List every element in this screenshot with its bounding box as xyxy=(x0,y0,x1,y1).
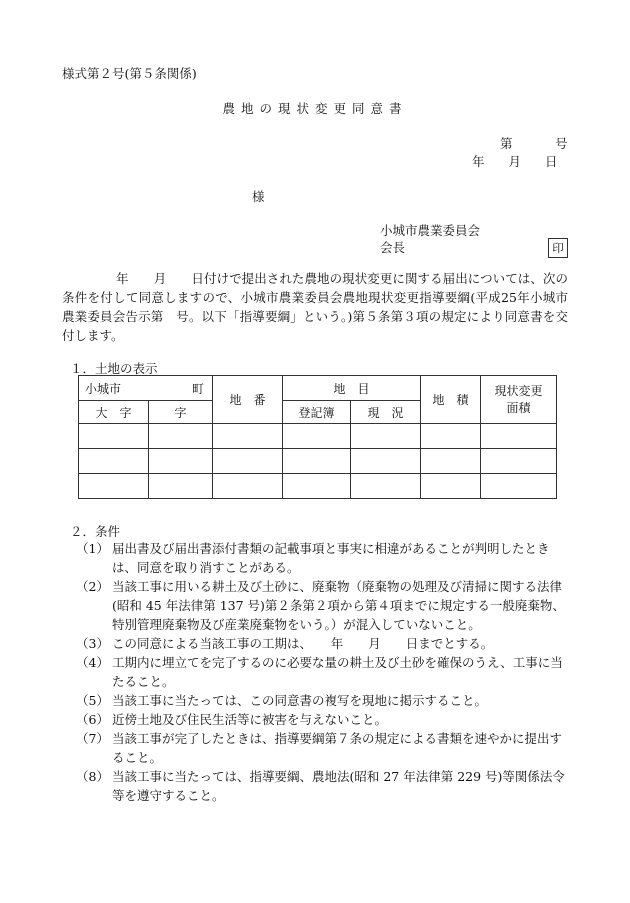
condition-number: （3） xyxy=(76,636,109,651)
condition-text: 当該工事に当たっては、この同意書の複写を現地に掲示すること。 xyxy=(112,693,488,708)
aza-header: 字 xyxy=(149,401,213,424)
condition-number: （8） xyxy=(76,769,109,784)
table-cell xyxy=(351,449,421,474)
town-label: 町 xyxy=(191,381,204,396)
list-item xyxy=(76,710,570,729)
changed-area-label: 現状変更面積 xyxy=(494,383,543,415)
land-table xyxy=(78,375,557,499)
table-cell xyxy=(421,424,481,449)
oaza-header: 大 字 xyxy=(79,401,149,424)
table-row xyxy=(79,424,557,449)
list-item xyxy=(76,653,570,691)
document-number-suffix: 号 xyxy=(555,136,568,151)
issue-date-line: 年 月 日 xyxy=(472,154,558,169)
list-item xyxy=(76,577,570,634)
table-cell xyxy=(213,474,283,499)
current-state-header: 現 況 xyxy=(351,401,421,424)
table-cell xyxy=(149,474,213,499)
lot-number-header: 地 番 xyxy=(213,376,283,424)
city-label: 小城市 xyxy=(85,381,122,396)
condition-text: 工期内に埋立てを完了するのに必要な量の耕土及び土砂を確保のうえ、工事に当たること。 xyxy=(112,655,563,689)
condition-text: 届出書及び届出書添付書類の記載事項と事実に相違があることが判明したときは、同意を取り消すことがある。 xyxy=(112,541,550,575)
table-cell xyxy=(79,449,149,474)
area-header: 地 積 xyxy=(421,376,481,424)
table-cell xyxy=(351,424,421,449)
land-section-title: １．土地の表示 xyxy=(70,361,158,376)
conditions-title: ２．条件 xyxy=(70,524,121,539)
table-cell xyxy=(283,424,351,449)
table-cell xyxy=(421,449,481,474)
table-cell xyxy=(481,474,557,499)
table-cell xyxy=(79,424,149,449)
condition-number: （5） xyxy=(76,693,109,708)
table-cell xyxy=(481,449,557,474)
seal-mark: 印 xyxy=(548,238,568,258)
condition-number: （2） xyxy=(76,579,109,594)
issuer-organization: 小城市農業委員会 xyxy=(380,223,481,238)
table-cell xyxy=(283,474,351,499)
registry-header: 登記簿 xyxy=(283,401,351,424)
consent-body-text: 年 月 日付けで提出された農地の現状変更に関する届出については、次の条件を付して同意しますので、小城市農業委員会農地現状変更指導要綱(平成25年小城市農業委員会告示第 号。以下「指導要綱」という。)第５条第３項の規定により同意書を交付します。 xyxy=(62,271,568,343)
list-item xyxy=(76,634,570,653)
table-row xyxy=(79,474,557,499)
table-cell xyxy=(481,424,557,449)
table-cell xyxy=(213,449,283,474)
table-cell xyxy=(351,474,421,499)
location-header-cell xyxy=(79,376,213,401)
document-title: 農地の現状変更同意書 xyxy=(222,101,408,116)
addressee-honorific: 様 xyxy=(252,189,265,204)
form-number: 様式第２号(第５条関係) xyxy=(62,66,197,81)
table-row xyxy=(79,449,557,474)
list-item xyxy=(76,691,570,710)
table-cell xyxy=(149,449,213,474)
list-item xyxy=(76,767,570,805)
list-item xyxy=(76,729,570,767)
document-number-label: 第 xyxy=(500,136,513,151)
table-cell xyxy=(79,474,149,499)
issuer-title: 会長 xyxy=(380,240,406,255)
table-cell xyxy=(283,449,351,474)
condition-number: （4） xyxy=(76,655,109,670)
condition-number: （7） xyxy=(76,731,109,746)
condition-number: （1） xyxy=(76,541,109,556)
condition-text: 近傍土地及び住民生活等に被害を与えないこと。 xyxy=(112,712,388,727)
condition-text: 当該工事に当たっては、指導要綱、農地法(昭和 27 年法律第 229 号)等関係法令等を遵守すること。 xyxy=(112,769,565,803)
list-item xyxy=(76,539,570,577)
condition-text: 当該工事が完了したときは、指導要綱第７条の規定による書類を速やかに提出すること。 xyxy=(112,731,563,765)
table-cell xyxy=(149,424,213,449)
changed-area-header xyxy=(481,376,557,424)
land-category-header: 地 目 xyxy=(283,376,421,401)
table-cell xyxy=(421,474,481,499)
table-cell xyxy=(213,424,283,449)
conditions-list xyxy=(76,539,570,805)
condition-number: （6） xyxy=(76,712,109,727)
condition-text: 当該工事に用いる耕土及び土砂に、廃棄物（廃棄物の処理及び清掃に関する法律(昭和 45 年法律第 137 号)第２条第２項から第４項までに規定する一般廃棄物、特別管理廃棄物及び産業廃棄物をいう。）が混入していないこと。 xyxy=(112,579,565,632)
condition-text: この同意による当該工事の工期は、 年 月 日までとする。 xyxy=(112,636,494,651)
